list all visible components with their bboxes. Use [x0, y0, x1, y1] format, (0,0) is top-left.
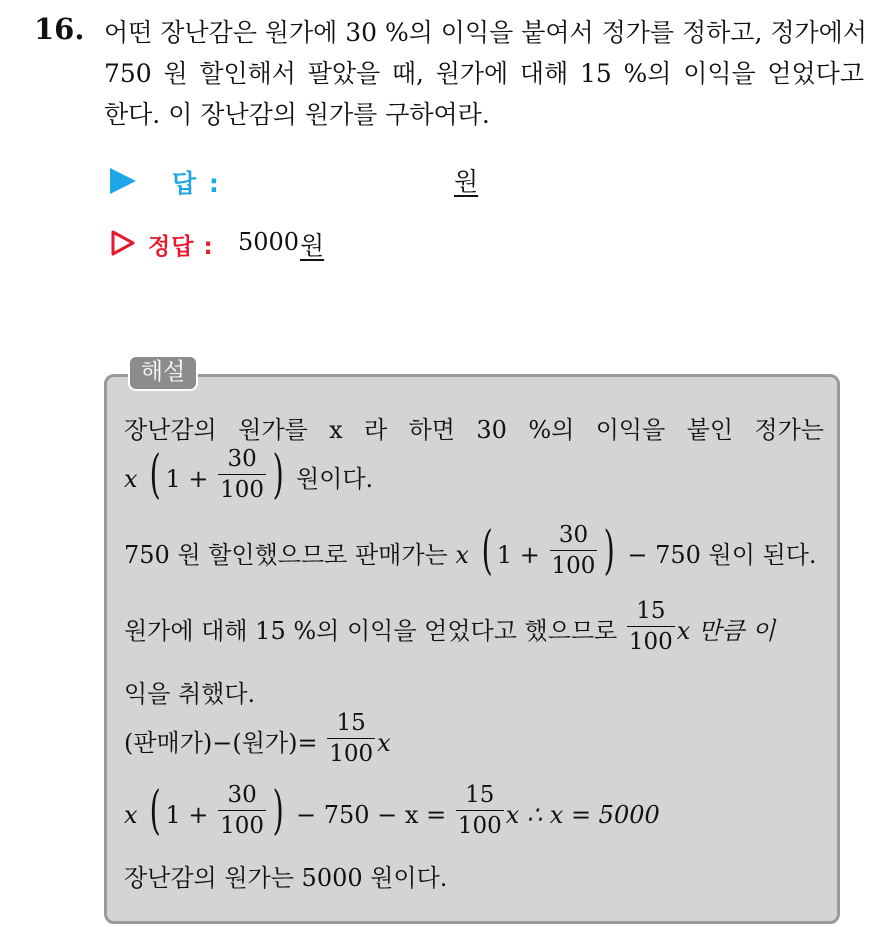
frac-denominator: 100	[551, 553, 596, 579]
var-x: x	[124, 801, 138, 829]
fraction-15-100	[627, 596, 675, 657]
paren-close: )	[272, 780, 284, 841]
solution-line-3	[124, 520, 817, 587]
paren-open: (	[149, 444, 161, 505]
frac-numerator: 15	[627, 596, 675, 627]
solution-line-5: 익을 취했다.	[124, 680, 256, 708]
solution-line-8: 장난감의 원가는 5000 원이다.	[124, 864, 448, 892]
frac-denominator: 100	[220, 477, 265, 503]
solution-line-7	[124, 780, 660, 847]
solution-line-6	[124, 710, 391, 775]
paren-open: (	[149, 780, 161, 841]
fraction-30-100	[218, 444, 266, 505]
frac-numerator: 15	[456, 780, 504, 811]
play-triangle-icon	[110, 168, 136, 194]
frac-denominator: 100	[329, 741, 374, 767]
line-4-post: x 만큼 이	[676, 617, 776, 645]
paren-close: )	[603, 520, 616, 581]
frac-denominator: 100	[220, 813, 265, 839]
line-7-end: x ∴ x = 5000	[505, 801, 660, 829]
paren-open: (	[481, 520, 493, 581]
one-plus: 1 +	[165, 801, 209, 829]
fraction-30-100	[550, 520, 598, 581]
solution-line-4	[124, 598, 776, 663]
question-number: 16.	[34, 12, 85, 46]
frac-denominator: 100	[628, 629, 673, 655]
correct-answer-unit: 원	[300, 231, 325, 260]
question-text	[104, 12, 867, 135]
outline-triangle-icon	[110, 230, 136, 256]
one-plus: 1 +	[165, 465, 209, 493]
solution-tag: 해설	[128, 355, 198, 391]
var-x: x	[377, 729, 391, 757]
answer-label: 답 :	[172, 169, 221, 198]
fraction-15-100	[327, 708, 375, 769]
paren-close: )	[272, 444, 284, 505]
answer-row	[110, 162, 510, 198]
var-x: x	[124, 465, 138, 493]
solution-line-2	[124, 444, 374, 511]
correct-answer-row	[110, 226, 510, 262]
solution-line-1: 장난감의 원가를 x 라 하면 30 %의 이익을 붙인 정가는	[124, 416, 824, 444]
fraction-30-100	[218, 780, 266, 841]
frac-numerator: 30	[550, 520, 598, 551]
frac-numerator: 30	[218, 780, 266, 811]
frac-denominator: 100	[457, 813, 502, 839]
answer-unit[interactable]: 원	[454, 167, 479, 196]
line-4-pre: 원가에 대해 15 %의 이익을 얻었다고 했으므로	[124, 617, 618, 645]
line-3-post: − 750 원이 된다.	[627, 541, 817, 569]
fraction-15-100	[456, 780, 504, 841]
correct-answer-label: 정답 :	[148, 234, 214, 260]
frac-numerator: 30	[218, 444, 266, 475]
var-x: x	[455, 541, 469, 569]
line-2-tail: 원이다.	[295, 465, 374, 493]
question-line: 어떤 장난감은 원가에 30 %의 이익을 붙여서 정가를 정하고, 정가에서	[104, 18, 867, 47]
correct-answer-value: 5000	[238, 228, 300, 256]
line-7-mid: − 750 − x =	[295, 801, 447, 829]
question-line: 750 원 할인해서 팔았을 때, 원가에 대해 15 %의 이익을 얻었다고	[104, 59, 864, 88]
one-plus: 1 +	[496, 541, 540, 569]
line-3-pre: 750 원 할인했으므로 판매가는	[124, 541, 448, 569]
question-line: 한다. 이 장난감의 원가를 구하여라.	[104, 100, 490, 129]
line-6-pre: (판매가)−(원가)=	[124, 729, 318, 757]
frac-numerator: 15	[327, 708, 375, 739]
